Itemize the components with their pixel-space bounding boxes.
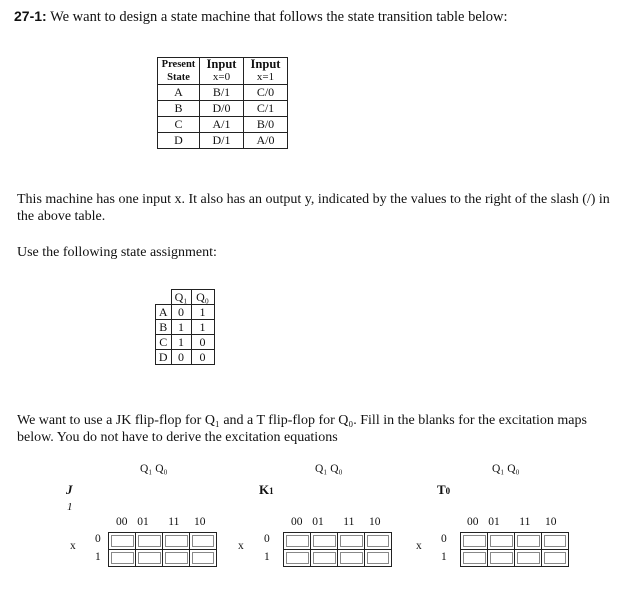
kmap-k1-cell[interactable] bbox=[365, 550, 391, 566]
kmap-t0-row-0: 0 bbox=[441, 533, 447, 545]
kmap-k1-grid bbox=[283, 532, 392, 567]
kmap-j1-cell[interactable] bbox=[163, 533, 190, 549]
kmap-k1-row-1-cells bbox=[283, 550, 392, 567]
kmap-k1-cell[interactable] bbox=[365, 533, 391, 549]
kmap-k1-input-label: x bbox=[238, 540, 244, 552]
kmap-j1-row-1: 1 bbox=[95, 551, 101, 563]
kmap-t0-q-label: Q₁ Q₀ bbox=[492, 463, 520, 475]
kmap-j1-cell[interactable] bbox=[109, 533, 136, 549]
table-row: A B/1 C/0 bbox=[158, 85, 288, 101]
kmap-k1-row-0: 0 bbox=[264, 533, 270, 545]
kmap-j1-row-0: 0 bbox=[95, 533, 101, 545]
kmap-j1-q-label: Q₁ Q₀ bbox=[140, 463, 168, 475]
kmap-t0-cell[interactable] bbox=[488, 550, 515, 566]
kmap-j1-input-label: x bbox=[70, 540, 76, 552]
kmap-t0-cell[interactable] bbox=[488, 533, 515, 549]
kmap-k1-cell[interactable] bbox=[284, 533, 311, 549]
kmap-k1-cell[interactable] bbox=[311, 550, 338, 566]
paragraph-description: This machine has one input x. It also has an output y, indicated by the values to the right of the slash (/) in the above table. bbox=[17, 192, 610, 224]
table-row: C A/1 B/0 bbox=[158, 117, 288, 133]
problem-heading: 27-1: We want to design a state machine that follows the state transition table below: bbox=[14, 8, 508, 25]
kmap-k1-row-0-cells bbox=[283, 532, 392, 550]
kmap-j1-cell[interactable] bbox=[190, 533, 216, 549]
table-row: D D/1 A/0 bbox=[158, 133, 288, 149]
kmap-t0-cell[interactable] bbox=[542, 533, 568, 549]
kmap-t0-grid bbox=[460, 532, 569, 567]
kmap-k1-cell[interactable] bbox=[338, 533, 365, 549]
kmap-j1-grid bbox=[108, 532, 217, 567]
kmap-j1-row-1-cells bbox=[108, 550, 217, 567]
header-input-x1: Input x=1 bbox=[244, 58, 288, 85]
table-row: D 0 0 bbox=[156, 350, 215, 365]
kmap-j1-cell[interactable] bbox=[163, 550, 190, 566]
kmap-j1-cell[interactable] bbox=[109, 550, 136, 566]
kmap-t0-columns: 00 01 11 10 bbox=[467, 516, 557, 528]
table-row: B D/0 C/1 bbox=[158, 101, 288, 117]
kmap-t0-row-1-cells bbox=[460, 550, 569, 567]
table-row: C 1 0 bbox=[156, 335, 215, 350]
kmap-k1-cell[interactable] bbox=[338, 550, 365, 566]
kmap-k1-row-1: 1 bbox=[264, 551, 270, 563]
kmap-t0-input-label: x bbox=[416, 540, 422, 552]
paragraph-flip-flops: We want to use a JK flip-flop for Q₁ and a T flip-flop for Q₀. Fill in the blanks for the excitation maps below. You do not have to derive the excitation equations bbox=[17, 413, 587, 445]
kmap-j1-subscript: 1 bbox=[67, 501, 73, 513]
kmap-t0-cell[interactable] bbox=[461, 550, 488, 566]
table-row: A 0 1 bbox=[156, 305, 215, 320]
state-transition-table bbox=[157, 57, 288, 149]
kmap-j1-cell[interactable] bbox=[136, 533, 163, 549]
kmap-k1-name: K1 bbox=[259, 482, 274, 497]
kmap-k1-columns: 00 01 11 10 bbox=[291, 516, 381, 528]
header-q0: Q₀ bbox=[191, 290, 214, 305]
state-assignment-table bbox=[155, 289, 215, 365]
kmap-t0-cell[interactable] bbox=[515, 550, 542, 566]
kmap-t0-cell[interactable] bbox=[461, 533, 488, 549]
header-q1: Q₁ bbox=[171, 290, 191, 305]
kmap-t0-name: T0 bbox=[437, 482, 451, 497]
kmap-k1-q-label: Q₁ Q₀ bbox=[315, 463, 343, 475]
kmap-j1-columns: 00 01 11 10 bbox=[116, 516, 206, 528]
kmap-j1-cell[interactable] bbox=[190, 550, 216, 566]
header-present-state: Present State bbox=[158, 58, 200, 85]
table-row: B 1 1 bbox=[156, 320, 215, 335]
kmap-t0-cell[interactable] bbox=[542, 550, 568, 566]
problem-intro: We want to design a state machine that follows the state transition table below: bbox=[50, 9, 508, 25]
kmap-j1-name: J bbox=[66, 482, 73, 497]
kmap-t0-cell[interactable] bbox=[515, 533, 542, 549]
problem-number: 27-1 bbox=[14, 8, 43, 24]
kmap-k1-cell[interactable] bbox=[284, 550, 311, 566]
kmap-j1-row-0-cells bbox=[108, 532, 217, 550]
kmap-j1-cell[interactable] bbox=[136, 550, 163, 566]
paragraph-state-assignment: Use the following state assignment: bbox=[17, 245, 217, 260]
kmap-k1-cell[interactable] bbox=[311, 533, 338, 549]
header-input-x0: Input x=0 bbox=[200, 58, 244, 85]
kmap-t0-row-1: 1 bbox=[441, 551, 447, 563]
kmap-t0-row-0-cells bbox=[460, 532, 569, 550]
